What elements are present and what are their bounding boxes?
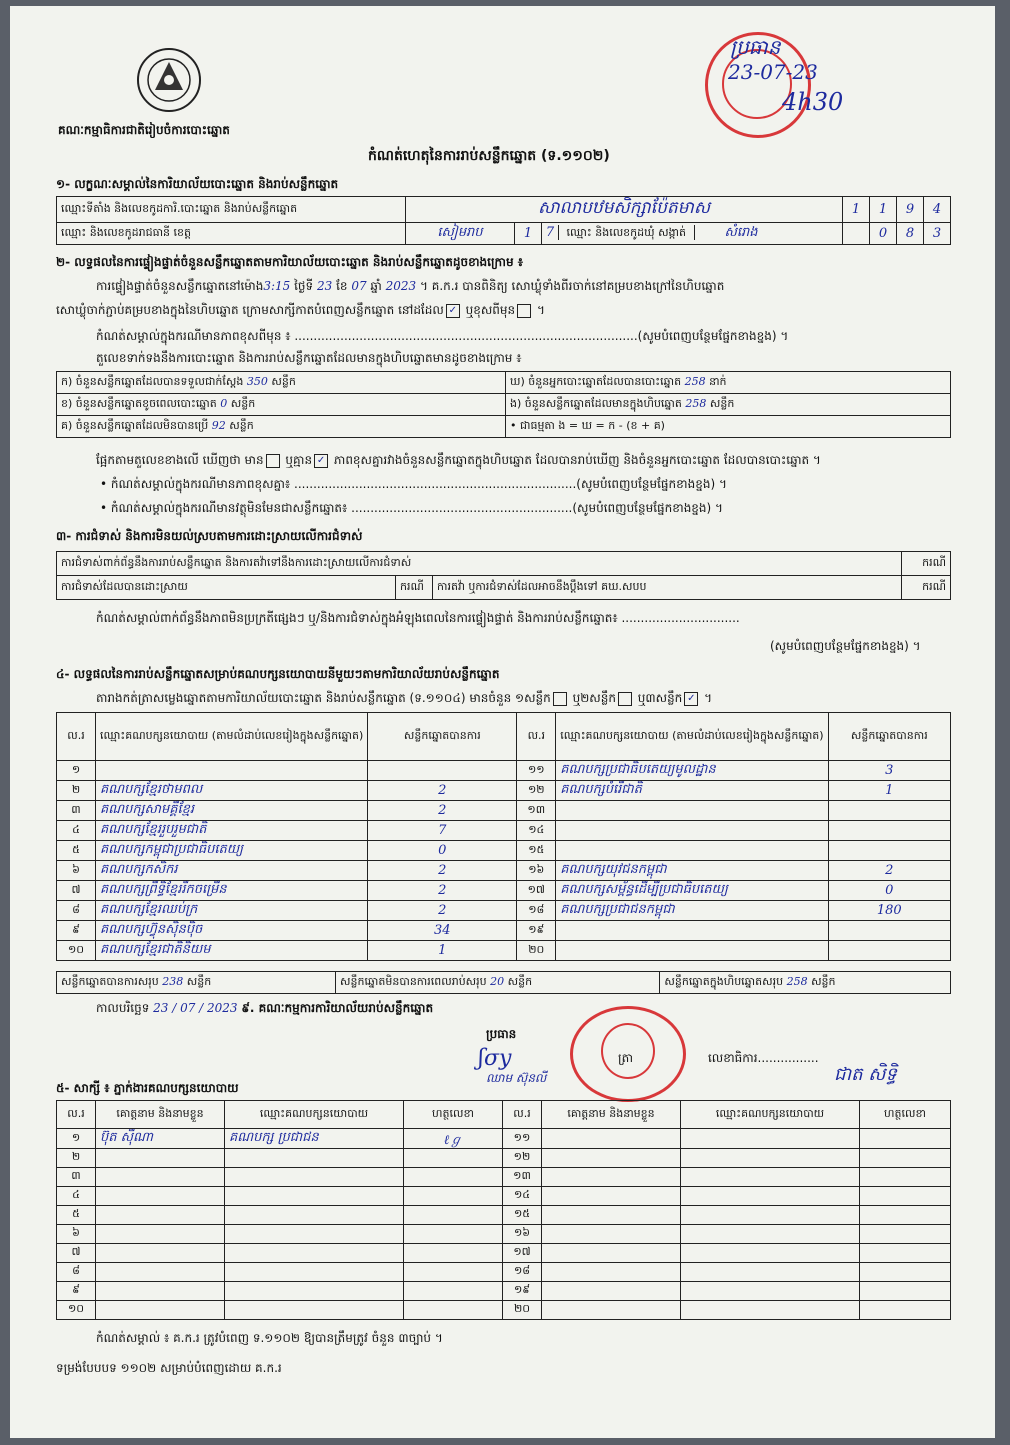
row-number: ១៥ [517, 841, 556, 861]
match-checkbox[interactable] [266, 454, 280, 468]
witness-row [57, 1187, 951, 1206]
witness-sign [404, 1225, 503, 1244]
vote-count [828, 841, 950, 861]
empty-cell [860, 1149, 951, 1168]
empty-cell [860, 1187, 951, 1206]
total-valid: សន្លឹកឆ្នោតបានការសរុប 238 សន្លឹក [57, 972, 336, 994]
sheet-1-checkbox[interactable] [553, 692, 567, 706]
witness-name [96, 1263, 225, 1282]
resolved-label: ការជំទាស់ដែលបានដោះស្រាយ [57, 576, 396, 600]
witness-party [225, 1282, 404, 1301]
empty-cell [542, 1149, 681, 1168]
station-code-digit: 1 [870, 197, 897, 223]
commune-code-digit: 0 [870, 223, 897, 245]
station-code-digit: 1 [843, 197, 870, 223]
witness-name [96, 1282, 225, 1301]
row-number: ៩ [57, 1282, 96, 1301]
empty-cell [681, 1187, 860, 1206]
empty-cell [542, 1129, 681, 1149]
witness-row [57, 1301, 951, 1320]
row-number: ៦ [57, 1225, 96, 1244]
commune-name: សំរោង [694, 225, 758, 240]
seal-text: សោឃ្លុំចាក់ភ្ជាប់គម្របខាងក្នុងនៃហិបឆ្នោត ក្រោមសាក្សីកាតបំពេញសន្លឹកឆ្នោត នៅដដែល ✓ ឬខុសពីមុន ។ [56, 303, 545, 317]
witness-row [57, 1225, 951, 1244]
vote-count: 2 [368, 781, 517, 801]
empty-cell [860, 1244, 951, 1263]
party-name: គណបក្សខ្មែរថាមពល [96, 781, 368, 801]
col-name: គោត្តនាម និងនាមខ្លួន [542, 1101, 681, 1129]
witness-name [96, 1206, 225, 1225]
row-number: ១២ [503, 1149, 542, 1168]
party-name [556, 941, 828, 961]
section-3-title: ៣- ការជំទាស់ និងការមិនយល់ស្របតាមការដោះស្រាយលើការជំទាស់ [56, 529, 363, 543]
witness-row [57, 1168, 951, 1187]
commune-cell [542, 223, 843, 245]
opening-text: ការផ្ទៀងផ្ទាត់ចំនួនសន្លឹកឆ្នោតនៅម៉ោង3:15 ថ្ងៃទី 23 ខែ 07 ឆ្នាំ 2023 ។ គ.ក.រ បានពិនិត្យ សោឃ្លុំទាំងពីរចាក់នៅគម្របខាងក្រៅនៃហិបឆ្នោត [96, 279, 725, 293]
empty-cell [681, 1149, 860, 1168]
party-results-table [56, 712, 951, 961]
row-number: ១៦ [517, 861, 556, 881]
row-number: ១៣ [517, 801, 556, 821]
count-spoiled: ខ) ចំនួនសន្លឹកឆ្នោតខូចពេលបោះឆ្នោត 0 សន្លឹក [57, 394, 506, 416]
sheet-count-text: តារាងកត់ត្រាសម្លេងឆ្នោតតាមការិយាល័យបោះឆ្នោត និងរាប់សន្លឹកឆ្នោត (ទ.១១០៤) មានចំនួន ១សន្លឹក ឬ២សន្លឹក ឬ៣សន្លឹក ✓ ។ [96, 691, 713, 705]
witness-party [225, 1225, 404, 1244]
witness-party [225, 1263, 404, 1282]
row-number: ៩ [57, 921, 96, 941]
witness-sign [404, 1187, 503, 1206]
row-number: ៥ [57, 841, 96, 861]
received-note-2: 23-07-23 [728, 60, 818, 84]
vote-count: 2 [368, 901, 517, 921]
witness-party [225, 1187, 404, 1206]
party-name: គណបក្សកម្ពុជាប្រជាធិបតេយ្យ [96, 841, 368, 861]
vote-count: 0 [828, 881, 950, 901]
vote-count [828, 921, 950, 941]
empty-cell [542, 1282, 681, 1301]
empty-cell [681, 1263, 860, 1282]
col-no: ល.រ [57, 1101, 96, 1129]
witness-sign [404, 1301, 503, 1320]
row-number: ១៩ [503, 1282, 542, 1301]
president-signature: ʃσy [478, 1046, 512, 1071]
party-name: គណបក្សសម្ព័ន្ធដើម្បីប្រជាធិបតេយ្យ [556, 881, 828, 901]
row-number: ១៤ [517, 821, 556, 841]
mismatch-checkbox[interactable]: ✓ [314, 454, 328, 468]
empty-cell [542, 1206, 681, 1225]
witness-row [57, 1206, 951, 1225]
vote-count: 2 [828, 861, 950, 881]
mismatch-note-1: • កំណត់សម្គាល់ក្នុងករណីមានភាពខុសគ្នា៖ ..........................................................................(សូមបំពេញបន្ថែមផ្នែកខាងខ្នង) ។ [100, 477, 727, 491]
row-number: ១៩ [517, 921, 556, 941]
empty-cell [860, 1282, 951, 1301]
sheet-3-checkbox[interactable]: ✓ [684, 692, 698, 706]
col-votes: សន្លឹកឆ្នោតបានការ [368, 713, 517, 761]
col-party: ឈ្មោះគណបក្សនយោបាយ [681, 1101, 860, 1129]
col-no: ល.រ [503, 1101, 542, 1129]
form-info: ទម្រង់បែបបទ ១១០២ សម្រាប់បំពេញដោយ គ.ក.រ [56, 1361, 282, 1375]
empty-cell [681, 1129, 860, 1149]
vote-count [828, 941, 950, 961]
party-name: គណបក្សខ្មែររួបរួមជាតិ [96, 821, 368, 841]
row-number: ៣ [57, 801, 96, 821]
vote-count: 2 [368, 881, 517, 901]
party-row [57, 761, 951, 781]
row-number: ៨ [57, 901, 96, 921]
vote-count: 1 [828, 781, 950, 801]
complaint-table [56, 551, 951, 600]
province-code-digit: 1 [515, 223, 542, 245]
col-sign: ហត្ថលេខា [404, 1101, 503, 1129]
commune-code-digit: 3 [924, 223, 951, 245]
empty-cell [681, 1282, 860, 1301]
secretary-name: ជាត សិទ្ធិ [834, 1064, 897, 1085]
vote-count [368, 761, 517, 781]
case-unit: ករណី [902, 552, 951, 576]
section-1-title: ១- លក្ខណៈសម្គាល់នៃការិយាល័យបោះឆ្នោត និងរាប់សន្លឹកឆ្នោត [56, 177, 339, 191]
station-label: ឈ្មោះទីតាំង និងលេខកូដការិ.បោះឆ្នោត និងរាប់សន្លឹកឆ្នោត [57, 197, 406, 223]
secretary-label: លេខាធិការ................ [708, 1051, 819, 1065]
row-number: ១៦ [503, 1225, 542, 1244]
irregular-note: កំណត់សម្គាល់ក្នុងករណីមានភាពខុសពីមុន ៖ ..........................................................................................(សូមបំពេញបន្ថែមផ្នែកខាងខ្នង) ។ [96, 329, 789, 343]
section-3-note: កំណត់សម្គាល់ពាក់ព័ន្ធនឹងភាពមិនប្រក្រតីផ្សេងៗ ឬ/និងការជំទាស់ក្នុងអំឡុងពេលនៃការផ្ទៀងផ្ទាត់ និងការរាប់សន្លឹកឆ្នោត៖ ............................... [96, 611, 740, 625]
row-number: ១៧ [517, 881, 556, 901]
witness-sign: ℓℊ [404, 1129, 503, 1149]
form-sheet [10, 6, 995, 1438]
date-line: កាលបរិច្ឆេទ 23 / 07 / 2023 ៩. គណៈកម្មការការិយាល័យរាប់សន្លឹកឆ្នោត [96, 1001, 434, 1015]
empty-cell [542, 1263, 681, 1282]
form-title: កំណត់ហេតុនៃការរាប់សន្លឹកឆ្នោត (ទ.១១០២) [368, 148, 610, 164]
party-name: គណបក្សប្រជាធិបតេយ្យមូលដ្ឋាន [556, 761, 828, 781]
row-number: ១៣ [503, 1168, 542, 1187]
party-name [556, 801, 828, 821]
vote-count [828, 801, 950, 821]
mismatch-note-2: • កំណត់សម្គាល់ក្នុងករណីមានវត្ថុមិនមែនជាសន្លឹកឆ្នោត៖ ..........................................................(សូមបំពេញបន្ថែមផ្នែកខាងខ្នង) ។ [100, 501, 723, 515]
party-row [57, 901, 951, 921]
witness-party [225, 1244, 404, 1263]
vote-count: 7 [368, 821, 517, 841]
section-2-title: ២- លទ្ធផលនៃការផ្ទៀងផ្ទាត់ចំនួនសន្លឹកឆ្នោតតាមការិយាល័យបោះឆ្នោត និងរាប់សន្លឹកឆ្នោតដូចខាងក្រោម ៖ [56, 255, 524, 269]
numbers-intro: តួលេខទាក់ទងនឹងការបោះឆ្នោត និងការរាប់សន្លឹកឆ្នោតដែលមានក្នុងហិបឆ្នោតមានដូចខាងក្រោម ៖ [96, 351, 522, 365]
witness-sign [404, 1263, 503, 1282]
row-number: ១១ [503, 1129, 542, 1149]
party-name [556, 921, 828, 941]
party-name: គណបក្សហ៊្វុនស៊ិនប៉ិច [96, 921, 368, 941]
vote-count: 3 [828, 761, 950, 781]
stamp-label: ត្រា [618, 1051, 633, 1065]
vote-count: 0 [368, 841, 517, 861]
party-name [96, 761, 368, 781]
row-number: ១០ [57, 1301, 96, 1320]
vote-count: 2 [368, 801, 517, 821]
vote-count: 180 [828, 901, 950, 921]
col-party: ឈ្មោះគណបក្សនយោបាយ (តាមលំដាប់លេខរៀងក្នុងសន្លឹកឆ្នោត) [96, 713, 368, 761]
col-sign: ហត្ថលេខា [860, 1101, 951, 1129]
party-name: គណបក្សបំរើជាតិ [556, 781, 828, 801]
row-number: ២ [57, 781, 96, 801]
section-4-title: ៤- លទ្ធផលនៃការរាប់សន្លឹកឆ្នោតសម្រាប់គណបក្សនយោបាយនីមួយៗតាមការិយាល័យរាប់សន្លឹកឆ្នោត [56, 667, 500, 681]
witness-party [225, 1206, 404, 1225]
row-number: ១៤ [503, 1187, 542, 1206]
count-voters: ឃ) ចំនួនអ្នកបោះឆ្នោតដែលបានបោះឆ្នោត 258 នាក់ [506, 372, 951, 394]
row-number: ១៧ [503, 1244, 542, 1263]
witness-table [56, 1100, 951, 1320]
station-code-digit: 9 [897, 197, 924, 223]
president-label: ប្រធាន [486, 1027, 517, 1041]
station-name: សាលាបឋមសិក្សាប៉ែតមាស [406, 197, 843, 223]
witness-sign [404, 1282, 503, 1301]
committee-emblem [135, 46, 203, 114]
party-name: គណបក្សយុវជនកម្ពុជា [556, 861, 828, 881]
case-unit: ករណី [902, 576, 951, 600]
witness-row [57, 1263, 951, 1282]
row-number: ២០ [517, 941, 556, 961]
row-number: ១៨ [503, 1263, 542, 1282]
vote-count [828, 821, 950, 841]
empty-cell [542, 1301, 681, 1320]
complaints-label: ការជំទាស់ពាក់ព័ន្ធនឹងការរាប់សន្លឹកឆ្នោត និងការតវ៉ាទៅនឹងការដោះស្រាយលើការជំទាស់ [57, 552, 902, 576]
empty-cell [681, 1206, 860, 1225]
row-number: ១១ [517, 761, 556, 781]
party-row [57, 941, 951, 961]
party-name: គណបក្សប្រជាជនកម្ពុជា [556, 901, 828, 921]
location-table [56, 196, 951, 245]
vote-count: 1 [368, 941, 517, 961]
count-in-box: ង) ចំនួនសន្លឹកឆ្នោតដែលមានក្នុងហិបឆ្នោត 258 សន្លឹក [506, 394, 951, 416]
match-text: ផ្អែកតាមតួលេខខាងលើ ឃើញថា មាន ឬគ្មាន ✓ ភាពខុសគ្នារវាងចំនួនសន្លឹកឆ្នោតក្នុងហិបឆ្នោត ដែលបានរាប់ឃើញ និងចំនួនអ្នកបោះឆ្នោត ដែលបានបោះឆ្នោត ។ [96, 453, 821, 467]
party-name: គណបក្សខ្មែរជាតិនិយម [96, 941, 368, 961]
count-received: ក) ចំនួនសន្លឹកឆ្នោតដែលបានទទួលជាក់ស្តែង 350 សន្លឹក [57, 372, 506, 394]
witness-name [96, 1225, 225, 1244]
commune-label: ឈ្មោះ និងលេខកូដឃុំ សង្កាត់ [566, 226, 687, 239]
ballot-count-table [56, 371, 951, 438]
row-number: ២០ [503, 1301, 542, 1320]
row-number: ១ [57, 1129, 96, 1149]
sheet-2-checkbox[interactable] [618, 692, 632, 706]
col-party: ឈ្មោះគណបក្សនយោបាយ (តាមលំដាប់លេខរៀងក្នុងសន្លឹកឆ្នោត) [556, 713, 828, 761]
row-number: ១២ [517, 781, 556, 801]
empty-cell [681, 1225, 860, 1244]
count-formula: • ជាធម្មតា ង = ឃ = ក - (ខ + គ) [506, 416, 951, 438]
province-code-digit: 7 [542, 225, 559, 240]
row-number: ១០ [57, 941, 96, 961]
witness-party [225, 1149, 404, 1168]
col-no: ល.រ [517, 713, 556, 761]
col-votes: សន្លឹកឆ្នោតបានការ [828, 713, 950, 761]
fill-note: (សូមបំពេញបន្ថែមផ្នែកខាងខ្នង) ។ [770, 639, 921, 653]
witness-sign [404, 1149, 503, 1168]
witness-row [57, 1129, 951, 1149]
unresolved-label: ការតវ៉ា ឬការជំទាស់ដែលអាចនឹងប្តឹងទៅ គឃ.សបប [433, 576, 902, 600]
committee-name: គណៈកម្មាធិការជាតិរៀបចំការបោះឆ្នោត [58, 123, 230, 137]
party-row [57, 921, 951, 941]
party-name [556, 841, 828, 861]
empty-cell [681, 1244, 860, 1263]
received-note-1: ប្រធាន [730, 35, 781, 59]
col-party: ឈ្មោះគណបក្សនយោបាយ [225, 1101, 404, 1129]
commune-code-digit: 8 [897, 223, 924, 245]
witness-sign [404, 1206, 503, 1225]
party-name: គណបក្សសាមគ្គីខ្មែរ [96, 801, 368, 821]
party-row [57, 801, 951, 821]
witness-row [57, 1149, 951, 1168]
empty-cell [860, 1225, 951, 1244]
received-note-3: 4h30 [782, 88, 844, 116]
empty-cell [542, 1244, 681, 1263]
president-name: ឈាម ស៊ុនលី [486, 1071, 547, 1085]
province-label: ឈ្មោះ និងលេខកូដរាជធានី ខេត្ត [57, 223, 406, 245]
station-code-digit: 4 [924, 197, 951, 223]
row-number: ៦ [57, 861, 96, 881]
row-number: ១៨ [517, 901, 556, 921]
witness-row [57, 1282, 951, 1301]
row-number: ៤ [57, 1187, 96, 1206]
seal-bad-checkbox[interactable] [517, 304, 531, 318]
witness-sign [404, 1244, 503, 1263]
empty-cell [860, 1301, 951, 1320]
empty-cell [860, 1263, 951, 1282]
row-number: ៧ [57, 881, 96, 901]
witness-name [96, 1244, 225, 1263]
party-name: គណបក្សកសិករ [96, 861, 368, 881]
total-invalid: សន្លឹកឆ្នោតមិនបានការពេលរាប់សរុប 20 សន្លឹក [336, 972, 660, 994]
row-number: ២ [57, 1149, 96, 1168]
vote-count: 2 [368, 861, 517, 881]
party-row [57, 841, 951, 861]
party-name [556, 821, 828, 841]
empty-cell [860, 1206, 951, 1225]
case-unit: ករណី [396, 576, 433, 600]
row-number: ៨ [57, 1263, 96, 1282]
witness-name [96, 1149, 225, 1168]
section-5-title: ៥- សាក្សី ៖ ភ្នាក់ងារគណបក្សនយោបាយ [56, 1081, 239, 1095]
party-name: គណបក្សខ្មែរឈប់ក្រ [96, 901, 368, 921]
witness-name [96, 1187, 225, 1206]
party-name: គណបក្សព្រឹទ្ធិខ្មែររីកចម្រើន [96, 881, 368, 901]
witness-name [96, 1301, 225, 1320]
empty-cell [542, 1187, 681, 1206]
party-row [57, 781, 951, 801]
col-name: គោត្តនាម និងនាមខ្លួន [96, 1101, 225, 1129]
empty-cell [860, 1168, 951, 1187]
empty-cell [681, 1301, 860, 1320]
province-name: សៀមរាប [406, 223, 515, 245]
witness-party [225, 1301, 404, 1320]
seal-ok-checkbox[interactable]: ✓ [446, 304, 460, 318]
witness-row [57, 1244, 951, 1263]
party-row [57, 881, 951, 901]
party-row [57, 861, 951, 881]
row-number: ៣ [57, 1168, 96, 1187]
vote-count: 34 [368, 921, 517, 941]
footnote: កំណត់សម្គាល់ ៖ គ.ក.រ ត្រូវបំពេញ ទ.១១០២ ឱ្យបានត្រឹមត្រូវ ចំនួន ៣ច្បាប់ ។ [96, 1331, 443, 1345]
empty-cell [542, 1225, 681, 1244]
witness-party [225, 1168, 404, 1187]
row-number: ៤ [57, 821, 96, 841]
witness-party: គណបក្ស ប្រជាជន [225, 1129, 404, 1149]
empty-cell [860, 1129, 951, 1149]
witness-sign [404, 1168, 503, 1187]
row-number: ១៥ [503, 1206, 542, 1225]
row-number: ៥ [57, 1206, 96, 1225]
empty-cell [681, 1168, 860, 1187]
empty-cell [542, 1168, 681, 1187]
party-row [57, 821, 951, 841]
row-number: ៧ [57, 1244, 96, 1263]
row-number: ១ [57, 761, 96, 781]
total-box: សន្លឹកឆ្នោតក្នុងហិបឆ្នោតសរុប 258 សន្លឹក [660, 972, 951, 994]
witness-name: ប៊ុត ស៊ីណា [96, 1129, 225, 1149]
count-unused: គ) ចំនួនសន្លឹកឆ្នោតដែលមិនបានប្រើ 92 សន្លឹក [57, 416, 506, 438]
party-totals [56, 971, 951, 994]
col-no: ល.រ [57, 713, 96, 761]
witness-name [96, 1168, 225, 1187]
